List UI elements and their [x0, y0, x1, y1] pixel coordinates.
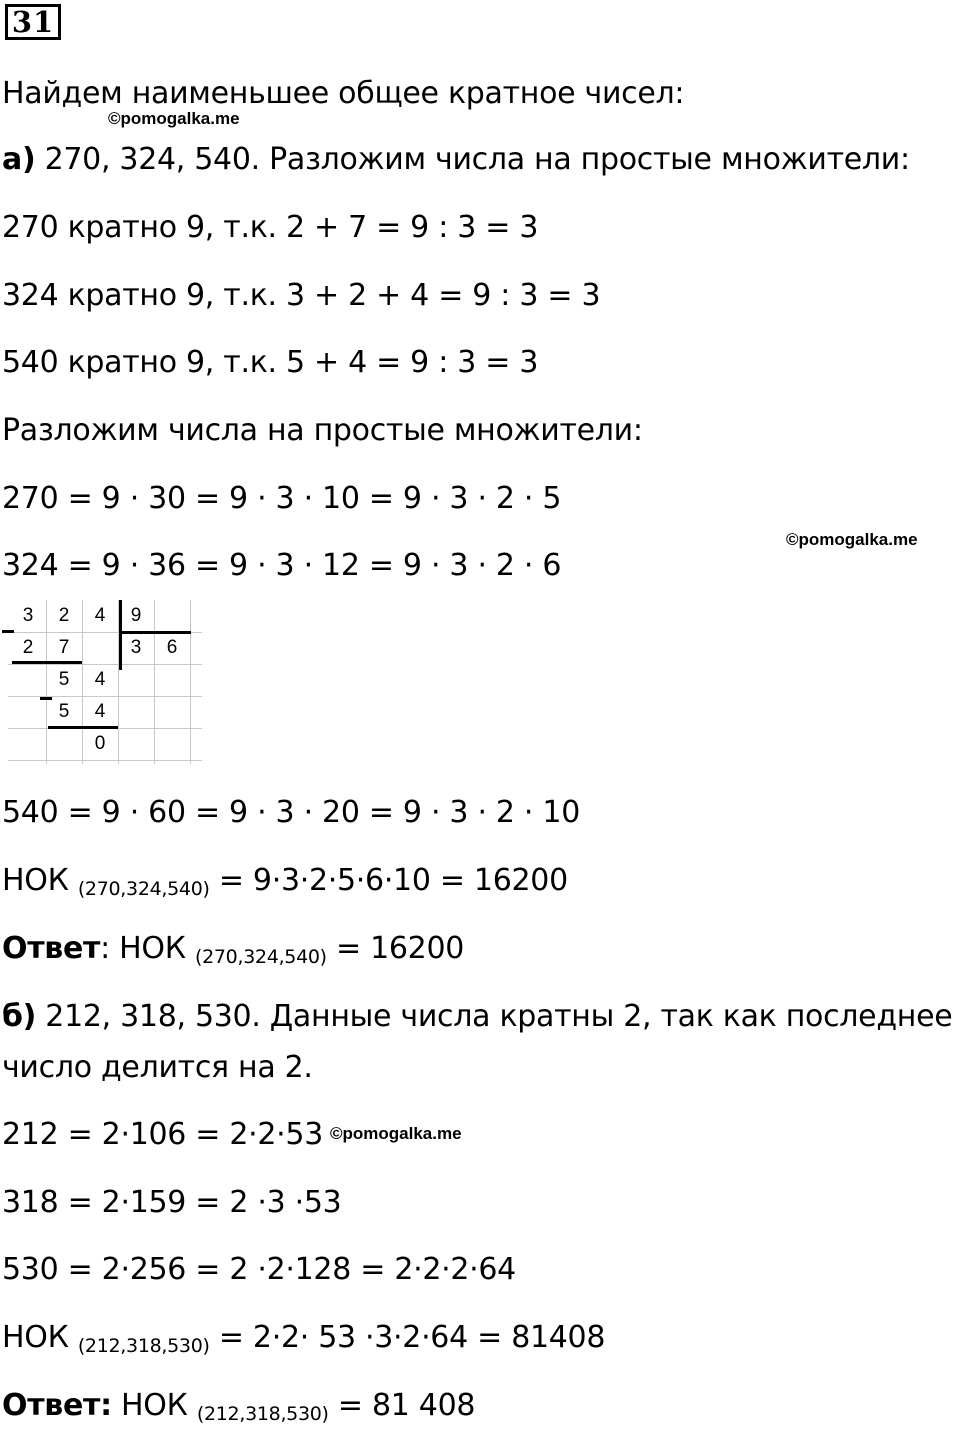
factor-318: 318 = 2·159 = 2 ·3 ·53	[2, 1185, 342, 1220]
answer-b	[2, 1386, 475, 1429]
divisor: 9	[130, 605, 142, 626]
factor-212: 212 = 2·106 = 2·2·53	[2, 1117, 323, 1152]
part-a-label: а)	[2, 142, 36, 177]
answer-subscript: (212,318,530)	[196, 1403, 329, 1425]
div9-540: 540 кратно 9, т.к. 5 + 4 = 9 : 3 = 3	[2, 345, 539, 380]
factor-270: 270 = 9 · 30 = 9 · 3 · 10 = 9 · 3 · 2 · 5	[2, 481, 562, 516]
lcm-b	[2, 1318, 605, 1361]
division-vertical-bar	[119, 600, 122, 670]
long-division	[8, 600, 202, 764]
part-b-header-cont: число делится на 2.	[2, 1050, 313, 1085]
div9-270: 270 кратно 9, т.к. 2 + 7 = 9 : 3 = 3	[2, 210, 539, 245]
lcm-subscript: (270,324,540)	[77, 878, 210, 900]
lcm-label: НОК	[2, 1320, 78, 1355]
factor-324: 324 = 9 · 36 = 9 · 3 · 12 = 9 · 3 · 2 · 6	[2, 548, 562, 583]
lcm-expression: = 9·3·2·5·6·10 = 16200	[209, 863, 568, 898]
lcm-subscript: (212,318,530)	[77, 1335, 210, 1357]
dividend-digit: 3	[22, 605, 34, 626]
factor-intro: Разложим числа на простые множители:	[2, 413, 643, 448]
part-b-label: б)	[2, 999, 37, 1034]
division-quotient-bar	[119, 631, 191, 634]
part-a-header-text: 270, 324, 540. Разложим числа на простые множители:	[35, 142, 910, 177]
step1-digit: 7	[58, 637, 70, 658]
minus-sign	[2, 630, 14, 633]
answer-value: = 16200	[326, 931, 465, 966]
remainder1-digit: 4	[94, 669, 106, 690]
watermark: ©pomogalka.me	[108, 109, 240, 128]
answer-lcm-label: : НОК	[100, 931, 195, 966]
lcm-label: НОК	[2, 863, 78, 898]
watermark: ©pomogalka.me	[786, 530, 918, 549]
answer-value: = 81 408	[328, 1388, 476, 1423]
quotient-digit: 6	[166, 637, 178, 658]
dividend-digit: 4	[94, 605, 106, 626]
remainder1-digit: 5	[58, 669, 70, 690]
watermark: ©pomogalka.me	[330, 1124, 462, 1143]
answer-label: Ответ:	[2, 1388, 112, 1423]
lcm-a	[2, 861, 568, 904]
answer-lcm-label: НОК	[111, 1388, 197, 1423]
step2-digit: 5	[58, 701, 70, 722]
step2-digit: 4	[94, 701, 106, 722]
lcm-expression: = 2·2· 53 ·3·2·64 = 81408	[209, 1320, 606, 1355]
answer-a	[2, 929, 464, 972]
task-number: 31	[5, 4, 61, 40]
dividend-digit: 2	[58, 605, 70, 626]
intro-text: Найдем наименьшее общее кратное чисел:	[2, 76, 685, 111]
answer-label: Ответ	[2, 931, 101, 966]
quotient-digit: 3	[130, 637, 142, 658]
subtract-bar	[48, 726, 118, 729]
div9-324: 324 кратно 9, т.к. 3 + 2 + 4 = 9 : 3 = 3	[2, 278, 601, 313]
part-b-header-text: 212, 318, 530. Данные числа кратны 2, так как последнее	[36, 999, 953, 1034]
remainder2-digit: 0	[94, 733, 106, 754]
factor-530: 530 = 2·256 = 2 ·2·128 = 2·2·2·64	[2, 1252, 516, 1287]
minus-sign	[40, 697, 52, 700]
factor-540: 540 = 9 · 60 = 9 · 3 · 20 = 9 · 3 · 2 · 10	[2, 795, 580, 830]
step1-digit: 2	[22, 637, 34, 658]
part-a-header	[2, 140, 910, 180]
part-b-header	[2, 997, 952, 1037]
answer-subscript: (270,324,540)	[194, 946, 327, 968]
subtract-bar	[12, 661, 82, 664]
